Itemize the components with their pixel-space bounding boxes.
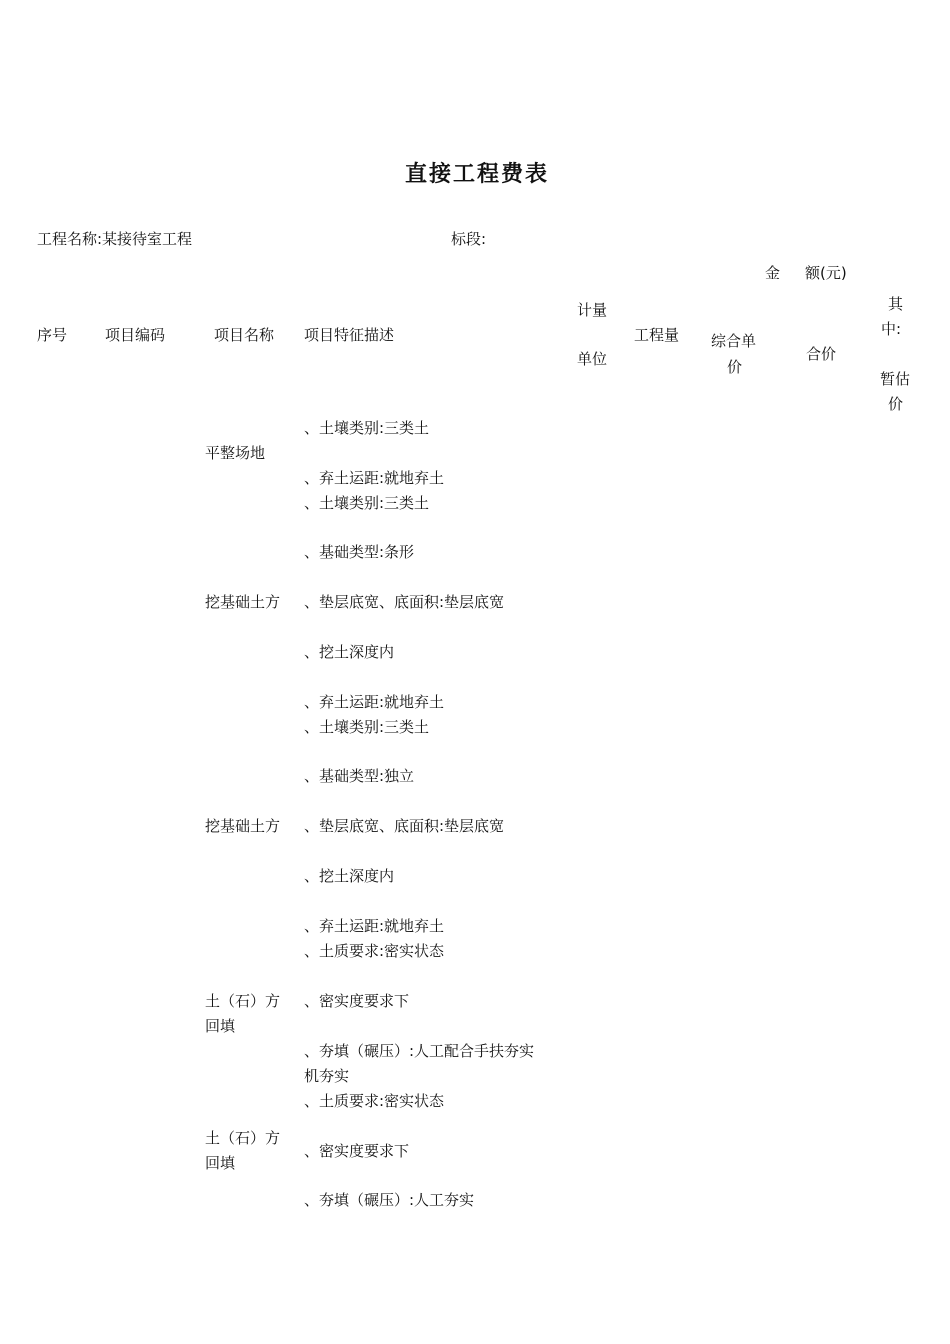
header-amount-e: 额(元) [805, 264, 847, 282]
row5-desc-3: 、夯填（碾压）:人工夯实 [304, 1191, 475, 1209]
row2-desc-2: 、基础类型:条形 [304, 543, 415, 561]
row4-name-1: 土（石）方 [205, 992, 281, 1010]
header-prov-4: 价 [888, 395, 904, 413]
row5-name-1: 土（石）方 [205, 1129, 281, 1147]
row5-desc-2: 、密实度要求下 [304, 1142, 410, 1160]
header-name: 项目名称 [214, 326, 275, 344]
header-unit-price-1: 综合单 [711, 332, 757, 350]
row5-desc-1: 、土质要求:密实状态 [304, 1092, 445, 1110]
row4-name-2: 回填 [205, 1017, 236, 1035]
header-prov-3: 暂估 [880, 370, 911, 388]
header-unit-2: 单位 [577, 350, 608, 368]
row1-desc-1: 、土壤类别:三类土 [304, 419, 430, 437]
row5-name-2: 回填 [205, 1154, 236, 1172]
header-prov-2: 中: [881, 320, 902, 338]
row4-desc-3: 、夯填（碾压）:人工配合手扶夯实 [304, 1042, 535, 1060]
row4-desc-1: 、土质要求:密实状态 [304, 942, 445, 960]
project-name: 工程名称:某接待室工程 [37, 230, 193, 248]
row2-desc-3: 、垫层底宽、底面积:垫层底宽 [304, 593, 505, 611]
row1-desc-2: 、弃土运距:就地弃土 [304, 469, 445, 487]
row2-desc-5: 、弃土运距:就地弃土 [304, 693, 445, 711]
row3-name: 挖基础土方 [205, 817, 281, 835]
row3-desc-2: 、基础类型:独立 [304, 767, 415, 785]
header-seq: 序号 [37, 326, 68, 344]
header-unit-price-2: 价 [727, 358, 743, 376]
section-label: 标段: [451, 230, 487, 248]
header-amount-jin: 金 [765, 264, 781, 282]
header-desc: 项目特征描述 [304, 326, 395, 344]
header-prov-1: 其 [888, 295, 904, 313]
row2-desc-1: 、土壤类别:三类土 [304, 494, 430, 512]
row3-desc-3: 、垫层底宽、底面积:垫层底宽 [304, 817, 505, 835]
row3-desc-5: 、弃土运距:就地弃土 [304, 917, 445, 935]
page-title: 直接工程费表 [405, 161, 550, 187]
header-total: 合价 [806, 345, 837, 363]
header-quantity: 工程量 [634, 326, 680, 344]
row2-name: 挖基础土方 [205, 593, 281, 611]
header-code: 项目编码 [105, 326, 166, 344]
row4-desc-4: 机夯实 [304, 1067, 350, 1085]
row2-desc-4: 、挖土深度内 [304, 643, 395, 661]
row1-name: 平整场地 [205, 444, 266, 462]
row3-desc-1: 、土壤类别:三类土 [304, 718, 430, 736]
header-unit-1: 计量 [577, 301, 608, 319]
row3-desc-4: 、挖土深度内 [304, 867, 395, 885]
row4-desc-2: 、密实度要求下 [304, 992, 410, 1010]
